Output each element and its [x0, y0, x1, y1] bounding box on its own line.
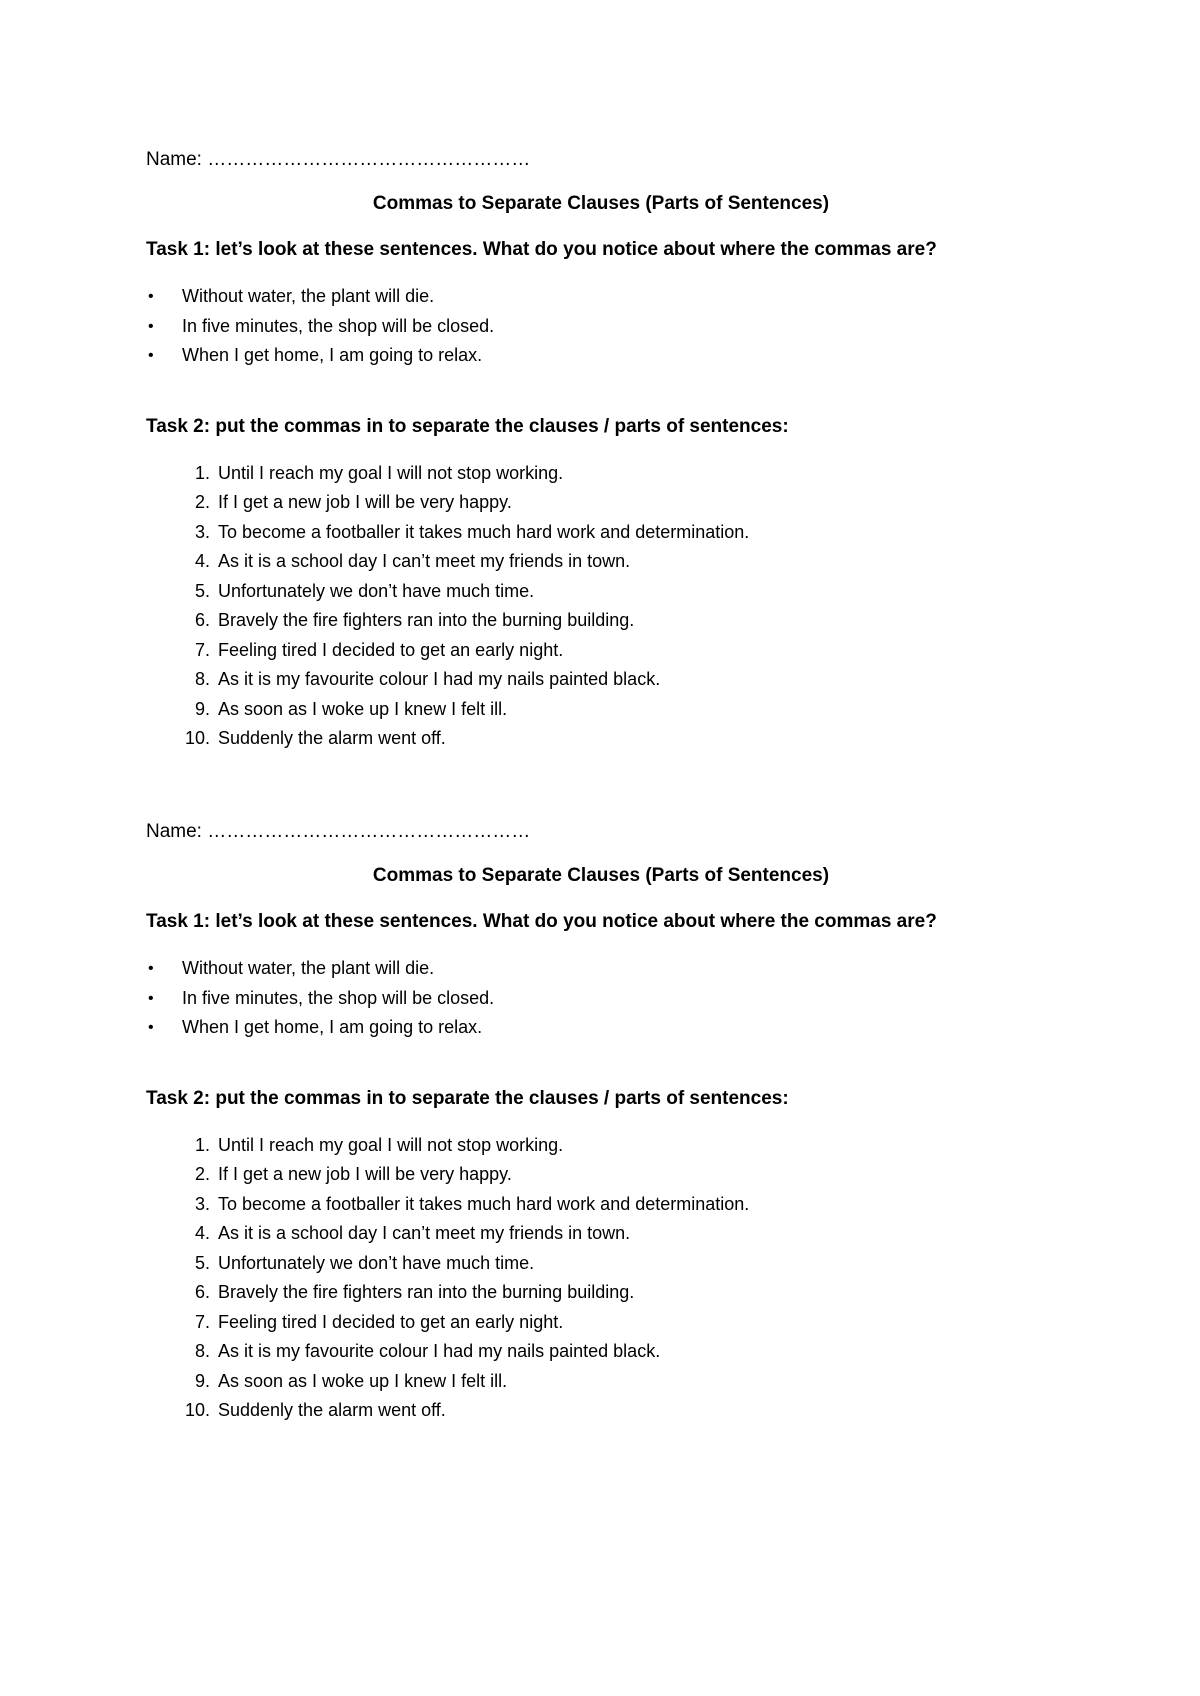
sentence-text: As it is a school day I can’t meet my friends in town.: [218, 551, 631, 571]
sentence-text: Suddenly the alarm went off.: [218, 1400, 446, 1420]
list-item: [146, 724, 1056, 754]
list-item: [146, 1219, 1056, 1249]
worksheet-2: [146, 820, 1056, 1426]
item-number: 10.: [184, 728, 210, 748]
list-item: [146, 1013, 1056, 1043]
item-number: 3.: [194, 521, 210, 542]
sentence-text: When I get home, I am going to relax.: [182, 1017, 483, 1037]
item-number: 8.: [194, 669, 210, 689]
task1-sentence-list: [146, 282, 1056, 371]
item-number: 4.: [194, 1223, 210, 1243]
task2-exercise-list: [146, 459, 1056, 754]
list-item: [146, 577, 1056, 607]
bullet-icon: •: [148, 347, 154, 364]
item-number: 5.: [194, 1252, 210, 1273]
list-item: [146, 1278, 1056, 1308]
list-item: [146, 282, 1056, 312]
list-item: [146, 1308, 1056, 1338]
bullet-icon: •: [148, 989, 154, 1007]
item-number: 1.: [194, 1134, 210, 1155]
item-number: 8.: [194, 1341, 210, 1361]
list-item: [146, 312, 1056, 342]
list-item: [146, 954, 1056, 984]
sentence-text: As it is my favourite colour I had my nails painted black.: [218, 1341, 661, 1361]
bullet-icon: •: [148, 288, 154, 305]
worksheet-title: Commas to Separate Clauses (Parts of Sentences): [372, 865, 830, 886]
item-number: 10.: [184, 1400, 210, 1420]
list-item: [146, 547, 1056, 577]
worksheet-title: Commas to Separate Clauses (Parts of Sentences): [372, 193, 830, 214]
list-item: [146, 606, 1056, 636]
sentence-text: To become a footballer it takes much hard work and determination.: [218, 1193, 750, 1214]
task2-heading: Task 2: put the commas in to separate the clauses / parts of sentences:: [146, 1087, 789, 1109]
sentence-text: Until I reach my goal I will not stop working.: [218, 462, 564, 483]
sentence-text: As soon as I woke up I knew I felt ill.: [218, 1370, 508, 1391]
task1-heading: Task 1: let’s look at these sentences. What do you notice about where the commas are?: [146, 911, 937, 932]
sentence-text: Feeling tired I decided to get an early night.: [218, 1311, 564, 1332]
sentence-text: As it is my favourite colour I had my nails painted black.: [218, 669, 661, 689]
sentence-text: Bravely the fire fighters ran into the burning building.: [218, 1282, 635, 1302]
sentence-text: Feeling tired I decided to get an early night.: [218, 639, 564, 660]
list-item: [146, 665, 1056, 695]
sentence-text: Without water, the plant will die.: [182, 286, 435, 306]
list-item: [146, 1249, 1056, 1279]
item-number: 4.: [194, 551, 210, 571]
name-field-line: Name: ……………………………………………: [146, 821, 531, 842]
item-number: 2.: [194, 492, 210, 512]
item-number: 1.: [194, 462, 210, 483]
sentence-text: Until I reach my goal I will not stop working.: [218, 1134, 564, 1155]
task2-exercise-list: [146, 1131, 1056, 1426]
sentence-text: As soon as I woke up I knew I felt ill.: [218, 698, 508, 719]
task1-sentence-list: [146, 954, 1056, 1043]
sentence-text: Without water, the plant will die.: [182, 958, 435, 978]
list-item: [146, 1131, 1056, 1161]
sentence-text: When I get home, I am going to relax.: [182, 345, 483, 365]
name-field-line: Name: ……………………………………………: [146, 149, 531, 170]
list-item: [146, 1160, 1056, 1190]
item-number: 5.: [194, 580, 210, 601]
item-number: 7.: [194, 1311, 210, 1332]
worksheet-1: [146, 148, 1056, 754]
task2-heading: Task 2: put the commas in to separate the clauses / parts of sentences:: [146, 415, 789, 437]
list-item: [146, 1190, 1056, 1220]
item-number: 3.: [194, 1193, 210, 1214]
item-number: 7.: [194, 639, 210, 660]
item-number: 9.: [194, 698, 210, 719]
sentence-text: Unfortunately we don’t have much time.: [218, 580, 535, 601]
list-item: [146, 695, 1056, 725]
bullet-icon: •: [148, 1019, 154, 1036]
sentence-text: If I get a new job I will be very happy.: [218, 1164, 512, 1184]
sentence-text: As it is a school day I can’t meet my friends in town.: [218, 1223, 631, 1243]
list-item: [146, 636, 1056, 666]
bullet-icon: •: [148, 960, 154, 977]
item-number: 9.: [194, 1370, 210, 1391]
list-item: [146, 1396, 1056, 1426]
list-item: [146, 984, 1056, 1014]
sentence-text: Unfortunately we don’t have much time.: [218, 1252, 535, 1273]
item-number: 6.: [194, 610, 210, 630]
sentence-text: In five minutes, the shop will be closed.: [182, 315, 495, 336]
sentence-text: To become a footballer it takes much hard work and determination.: [218, 521, 750, 542]
sentence-text: In five minutes, the shop will be closed.: [182, 987, 495, 1008]
sentence-text: If I get a new job I will be very happy.: [218, 492, 512, 512]
bullet-icon: •: [148, 317, 154, 335]
list-item: [146, 488, 1056, 518]
sentence-text: Suddenly the alarm went off.: [218, 728, 446, 748]
list-item: [146, 459, 1056, 489]
list-item: [146, 518, 1056, 548]
item-number: 6.: [194, 1282, 210, 1302]
list-item: [146, 1367, 1056, 1397]
sentence-text: Bravely the fire fighters ran into the burning building.: [218, 610, 635, 630]
list-item: [146, 341, 1056, 371]
list-item: [146, 1337, 1056, 1367]
task1-heading: Task 1: let’s look at these sentences. What do you notice about where the commas are?: [146, 239, 937, 260]
item-number: 2.: [194, 1164, 210, 1184]
